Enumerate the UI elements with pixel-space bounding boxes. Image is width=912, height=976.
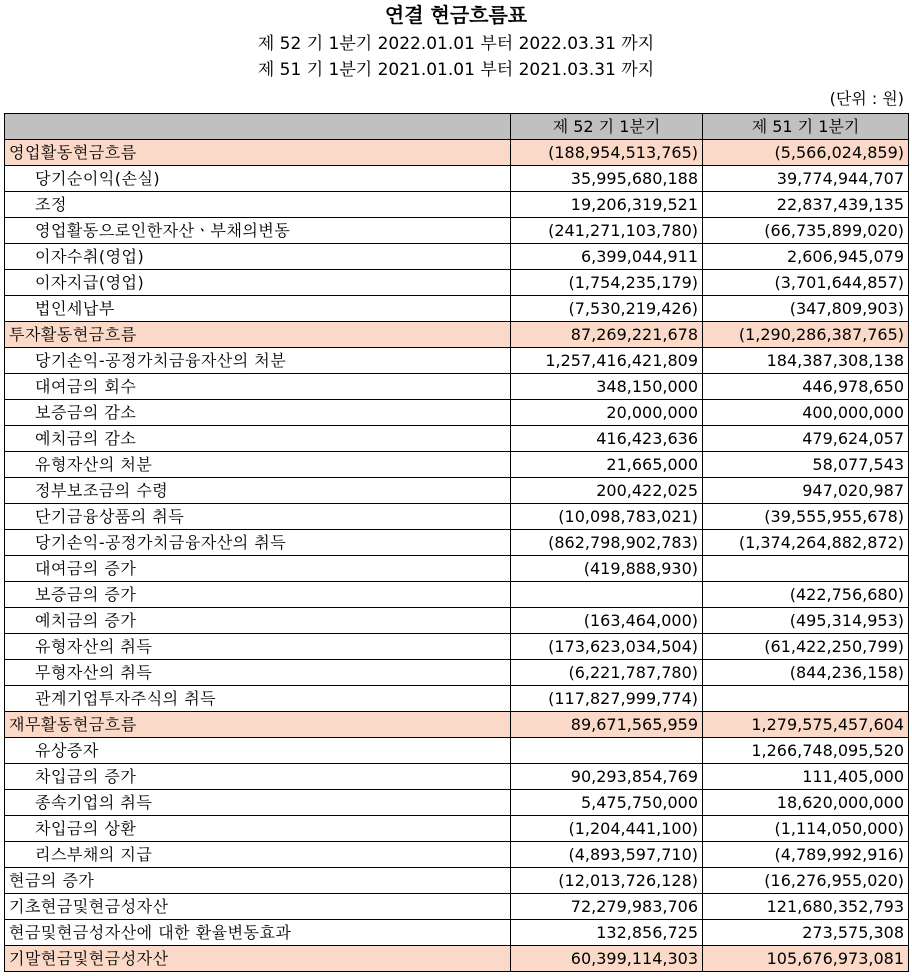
row-value-current: (117,827,999,774): [511, 686, 703, 712]
table-row: [5, 608, 909, 634]
row-value-prior: (16,276,955,020): [703, 868, 909, 894]
row-value-prior: (4,789,992,916): [703, 842, 909, 868]
row-value-prior: [703, 556, 909, 582]
table-row: [5, 868, 909, 894]
row-label: 예치금의 감소: [5, 426, 511, 452]
row-label: 영업활동으로인한자산ㆍ부채의변동: [5, 218, 511, 244]
row-label: 현금의 증가: [5, 868, 511, 894]
table-row: [5, 218, 909, 244]
row-value-current: 348,150,000: [511, 374, 703, 400]
table-row: [5, 166, 909, 192]
row-value-prior: 400,000,000: [703, 400, 909, 426]
row-value-current: 89,671,565,959: [511, 712, 703, 738]
row-value-prior: 105,676,973,081: [703, 946, 909, 972]
row-label: 정부보조금의 수령: [5, 478, 511, 504]
table-row: [5, 348, 909, 374]
table-row: [5, 452, 909, 478]
table-row: [5, 686, 909, 712]
row-value-prior: (61,422,250,799): [703, 634, 909, 660]
row-value-prior: 479,624,057: [703, 426, 909, 452]
row-value-current: 6,399,044,911: [511, 244, 703, 270]
table-row: [5, 790, 909, 816]
row-value-current: 200,422,025: [511, 478, 703, 504]
row-value-prior: (495,314,953): [703, 608, 909, 634]
row-label: 이자지급(영업): [5, 270, 511, 296]
row-value-prior: 1,266,748,095,520: [703, 738, 909, 764]
row-value-current: (1,204,441,100): [511, 816, 703, 842]
table-row: [5, 738, 909, 764]
row-label: 대여금의 회수: [5, 374, 511, 400]
period-current: 제 52 기 1분기 2022.01.01 부터 2022.03.31 까지: [257, 34, 655, 54]
row-value-prior: (3,701,644,857): [703, 270, 909, 296]
row-value-current: 35,995,680,188: [511, 166, 703, 192]
header-prior-period: 제 51 기 1분기: [703, 114, 909, 140]
row-label: 리스부채의 지급: [5, 842, 511, 868]
table-row: [5, 894, 909, 920]
table-row: [5, 946, 909, 972]
row-value-prior: 1,279,575,457,604: [703, 712, 909, 738]
row-value-current: (7,530,219,426): [511, 296, 703, 322]
table-row: [5, 816, 909, 842]
row-label: 예치금의 증가: [5, 608, 511, 634]
row-value-current: (241,271,103,780): [511, 218, 703, 244]
row-value-current: (10,098,783,021): [511, 504, 703, 530]
row-value-current: 19,206,319,521: [511, 192, 703, 218]
row-value-current: (4,893,597,710): [511, 842, 703, 868]
row-value-prior: 111,405,000: [703, 764, 909, 790]
row-value-prior: 39,774,944,707: [703, 166, 909, 192]
table-row: [5, 426, 909, 452]
row-label: 법인세납부: [5, 296, 511, 322]
row-label: 무형자산의 취득: [5, 660, 511, 686]
table-row: [5, 192, 909, 218]
row-value-current: (163,464,000): [511, 608, 703, 634]
unit-label: (단위 : 원): [829, 89, 904, 108]
row-label: 영업활동현금흐름: [5, 140, 511, 166]
row-value-prior: (66,735,899,020): [703, 218, 909, 244]
row-label: 종속기업의 취득: [5, 790, 511, 816]
table-row: [5, 842, 909, 868]
row-label: 조정: [5, 192, 511, 218]
table-row: [5, 582, 909, 608]
row-value-current: (419,888,930): [511, 556, 703, 582]
row-value-prior: (1,114,050,000): [703, 816, 909, 842]
row-value-current: [511, 738, 703, 764]
row-label: 유형자산의 처분: [5, 452, 511, 478]
table-row: [5, 140, 909, 166]
row-value-prior: (347,809,903): [703, 296, 909, 322]
row-value-prior: 18,620,000,000: [703, 790, 909, 816]
row-label: 차입금의 증가: [5, 764, 511, 790]
row-value-current: 416,423,636: [511, 426, 703, 452]
table-row: [5, 374, 909, 400]
row-value-current: 21,665,000: [511, 452, 703, 478]
row-label: 기초현금및현금성자산: [5, 894, 511, 920]
row-label: 당기손익-공정가치금융자산의 처분: [5, 348, 511, 374]
table-row: [5, 504, 909, 530]
row-value-prior: (5,566,024,859): [703, 140, 909, 166]
table-row: [5, 764, 909, 790]
table-row: [5, 296, 909, 322]
row-label: 단기금융상품의 취득: [5, 504, 511, 530]
row-value-current: (1,754,235,179): [511, 270, 703, 296]
row-label: 투자활동현금흐름: [5, 322, 511, 348]
table-body: [5, 140, 909, 972]
row-value-current: (188,954,513,765): [511, 140, 703, 166]
table-row: [5, 712, 909, 738]
period-prior: 제 51 기 1분기 2021.01.01 부터 2021.03.31 까지: [257, 60, 655, 80]
row-value-prior: 273,575,308: [703, 920, 909, 946]
row-value-prior: 22,837,439,135: [703, 192, 909, 218]
row-label: 이자수취(영업): [5, 244, 511, 270]
row-value-current: 60,399,114,303: [511, 946, 703, 972]
row-label: 당기순이익(손실): [5, 166, 511, 192]
table-row: [5, 660, 909, 686]
row-value-prior: 121,680,352,793: [703, 894, 909, 920]
row-label: 대여금의 증가: [5, 556, 511, 582]
row-value-current: (6,221,787,780): [511, 660, 703, 686]
row-value-prior: 446,978,650: [703, 374, 909, 400]
header-label-cell: [5, 114, 511, 140]
row-value-current: 1,257,416,421,809: [511, 348, 703, 374]
row-label: 기말현금및현금성자산: [5, 946, 511, 972]
row-label: 유상증자: [5, 738, 511, 764]
row-value-current: 20,000,000: [511, 400, 703, 426]
row-label: 당기손익-공정가치금융자산의 취득: [5, 530, 511, 556]
row-value-prior: 184,387,308,138: [703, 348, 909, 374]
cash-flow-table: [4, 113, 909, 972]
table-row: [5, 478, 909, 504]
row-value-current: 87,269,221,678: [511, 322, 703, 348]
row-value-prior: 2,606,945,079: [703, 244, 909, 270]
row-value-prior: (1,290,286,387,765): [703, 322, 909, 348]
header-current-period: 제 52 기 1분기: [511, 114, 703, 140]
row-value-prior: (39,555,955,678): [703, 504, 909, 530]
table-row: [5, 270, 909, 296]
statement-title: 연결 현금흐름표: [384, 3, 528, 27]
table-row: [5, 556, 909, 582]
row-value-current: (12,013,726,128): [511, 868, 703, 894]
row-label: 재무활동현금흐름: [5, 712, 511, 738]
header-row: [5, 114, 909, 140]
row-value-current: 90,293,854,769: [511, 764, 703, 790]
row-value-prior: (422,756,680): [703, 582, 909, 608]
row-value-prior: (1,374,264,882,872): [703, 530, 909, 556]
row-label: 관계기업투자주식의 취득: [5, 686, 511, 712]
table-row: [5, 920, 909, 946]
table-row: [5, 322, 909, 348]
row-value-prior: [703, 686, 909, 712]
row-value-current: (862,798,902,783): [511, 530, 703, 556]
table-row: [5, 400, 909, 426]
table-row: [5, 244, 909, 270]
row-value-prior: 58,077,543: [703, 452, 909, 478]
row-value-current: (173,623,034,504): [511, 634, 703, 660]
row-label: 보증금의 감소: [5, 400, 511, 426]
row-label: 현금및현금성자산에 대한 환율변동효과: [5, 920, 511, 946]
row-value-current: [511, 582, 703, 608]
table-row: [5, 634, 909, 660]
table-row: [5, 530, 909, 556]
row-label: 차입금의 상환: [5, 816, 511, 842]
row-value-prior: 947,020,987: [703, 478, 909, 504]
row-label: 보증금의 증가: [5, 582, 511, 608]
row-value-current: 72,279,983,706: [511, 894, 703, 920]
row-value-current: 5,475,750,000: [511, 790, 703, 816]
row-value-prior: (844,236,158): [703, 660, 909, 686]
row-value-current: 132,856,725: [511, 920, 703, 946]
row-label: 유형자산의 취득: [5, 634, 511, 660]
